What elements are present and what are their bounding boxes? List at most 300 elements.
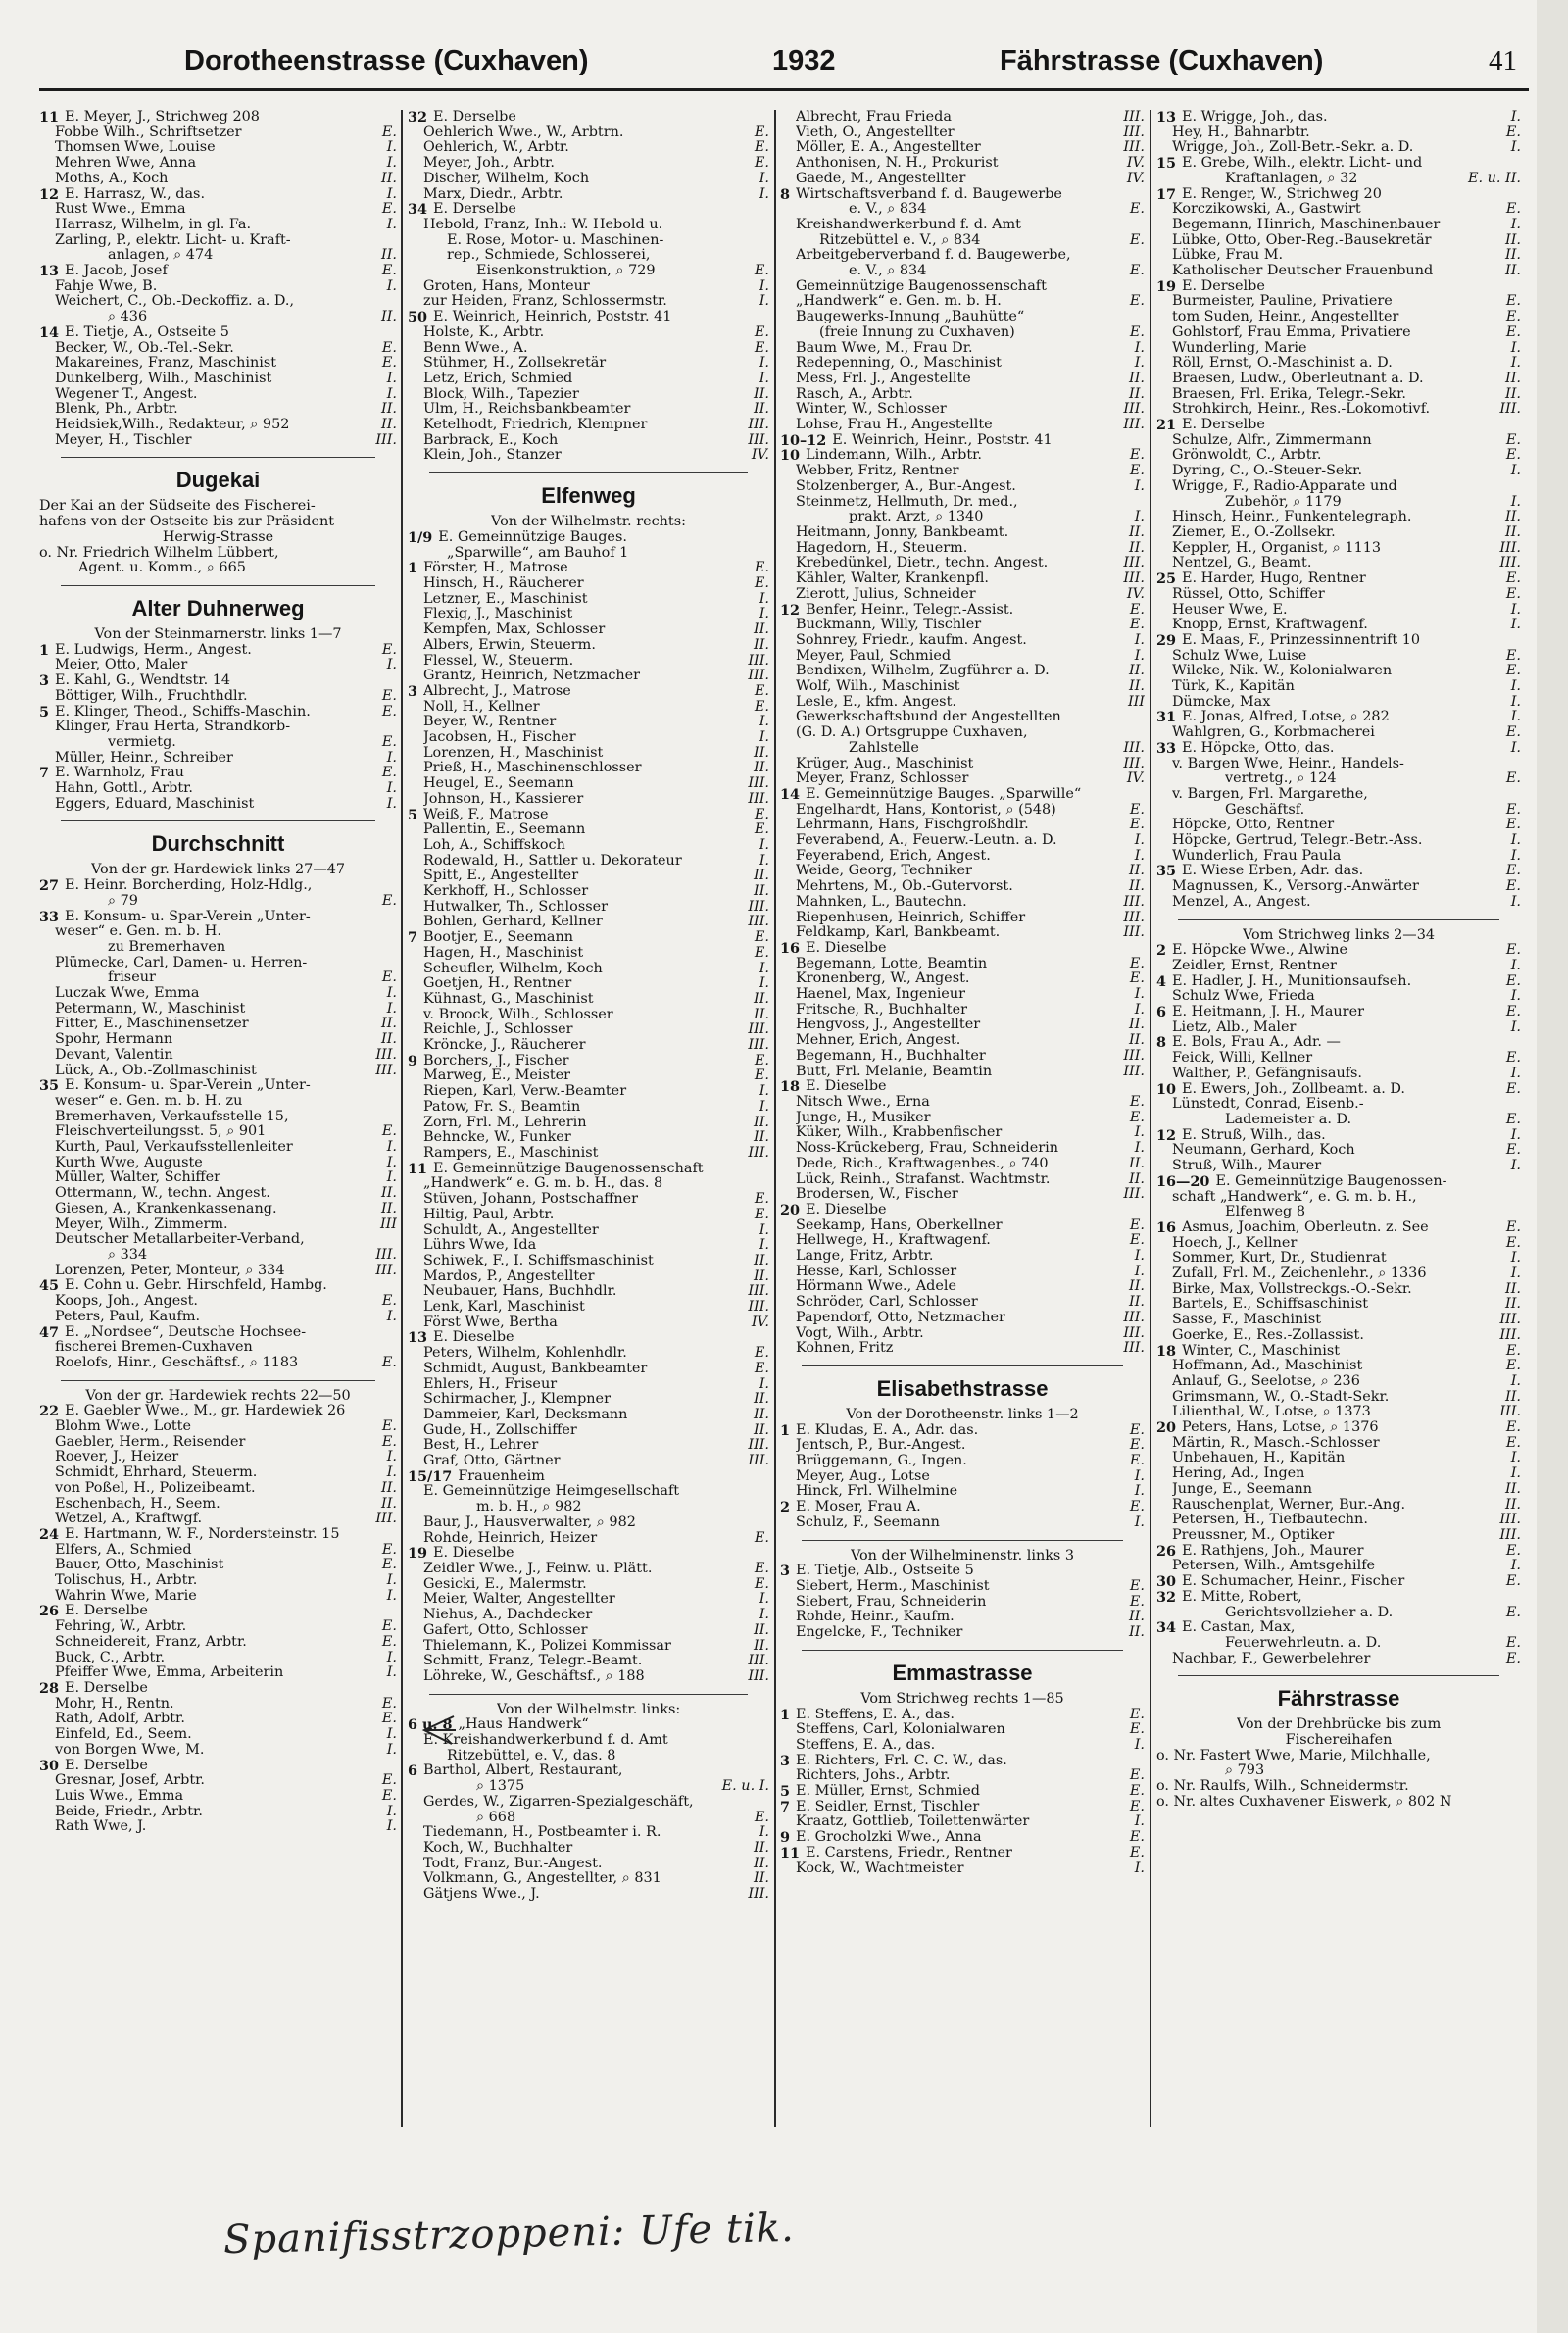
directory-entry: [408, 1346, 769, 1362]
directory-entry: [39, 187, 397, 203]
entry-text: Flexig, J., Maschinist: [423, 607, 573, 622]
floor-marker: II.: [381, 1016, 397, 1032]
house-number: 5: [39, 703, 50, 720]
floor-marker: E.: [754, 1067, 769, 1084]
entry-text: Türk, K., Kapitän: [1172, 679, 1295, 695]
directory-entry: [39, 1064, 397, 1079]
entry-text: Burmeister, Pauline, Privatiere: [1172, 294, 1393, 310]
entry-text: Gafert, Otto, Schlosser: [423, 1622, 588, 1638]
floor-marker: E.: [1505, 1573, 1521, 1590]
entry-text: E. Höpcke Wwe., Alwine: [1172, 943, 1348, 959]
entry-text: Höpcke, Gertrud, Telegr.-Betr.-Ass.: [1172, 833, 1423, 849]
entry-text: Von der Dorotheenstr. links 1—2: [846, 1407, 1079, 1422]
entry-text: Wolf, Wilh., Maschinist: [796, 679, 960, 695]
directory-entry: [39, 387, 397, 403]
directory-entry: [780, 771, 1145, 787]
entry-text: Müller, Walter, Schiffer: [55, 1170, 221, 1186]
entry-text: Block, Wilh., Tapezier: [423, 386, 579, 402]
floor-marker: E.: [1129, 1706, 1145, 1722]
directory-entry: [408, 156, 769, 172]
directory-entry: [408, 125, 769, 141]
directory-entry: [1156, 110, 1521, 125]
entry-text: Letzner, E., Maschinist: [423, 591, 588, 607]
floor-marker: E.: [1129, 1437, 1145, 1454]
floor-marker: III.: [748, 1653, 769, 1669]
directory-entry: [1156, 325, 1521, 341]
house-number: 33: [39, 908, 60, 925]
entry-text: E. Gemeinnützige Heimgesellschaft: [423, 1484, 680, 1500]
directory-entry: [39, 1819, 397, 1835]
directory-entry: [39, 172, 397, 187]
directory-entry: [780, 1018, 1145, 1033]
entry-text: Wegener T., Angest.: [55, 386, 198, 402]
floor-marker: I.: [386, 1464, 397, 1481]
directory-entry: [780, 571, 1145, 587]
floor-marker: E.: [1505, 447, 1521, 464]
directory-entry: [780, 1438, 1145, 1454]
directory-entry: [780, 1249, 1145, 1265]
entry-text: Schirmacher, J., Klempner: [423, 1392, 611, 1408]
directory-entry: [39, 294, 397, 310]
floor-marker: E.: [381, 1633, 397, 1650]
entry-text: Schmidt, Ehrhard, Steuerm.: [55, 1465, 258, 1481]
page-edge: [1537, 0, 1568, 2333]
entry-text: Meyer, Joh., Arbtr.: [423, 156, 555, 172]
entry-text: Fischereihafen: [1285, 1733, 1393, 1749]
floor-marker: E.: [754, 1191, 769, 1208]
floor-marker: I.: [1510, 1065, 1521, 1081]
floor-marker: II.: [381, 247, 397, 264]
entry-text: E. Konsum- u. Spar-Verein „Unter-: [65, 1078, 311, 1094]
entry-text: friseur: [108, 970, 156, 986]
directory-entry: [408, 1639, 769, 1655]
floor-marker: E.: [754, 682, 769, 699]
directory-entry: [780, 1065, 1145, 1080]
section-note: [39, 1389, 397, 1405]
floor-marker: III: [379, 1216, 397, 1232]
directory-entry: [39, 402, 397, 418]
floor-marker: E.: [1505, 878, 1521, 895]
floor-marker: E.: [381, 765, 397, 781]
section-note: [780, 1692, 1145, 1708]
house-number: 1: [39, 641, 50, 659]
floor-marker: E.: [1129, 1453, 1145, 1469]
directory-entry: [780, 1861, 1145, 1877]
directory-entry: [780, 172, 1145, 187]
header-right-street: Fährstrasse (Cuxhaven): [1000, 45, 1324, 76]
directory-entry: [780, 1095, 1145, 1111]
entry-text: Plümecke, Carl, Damen- u. Herren-: [55, 955, 308, 970]
floor-marker: E.: [1505, 1112, 1521, 1127]
entry-text: Hiltig, Paul, Arbtr.: [423, 1207, 555, 1222]
floor-marker: E.: [754, 1345, 769, 1362]
floor-marker: I.: [759, 1083, 769, 1100]
entry-text: Meyer, Wilh., Zimmerm.: [55, 1216, 228, 1232]
directory-entry: [1156, 1574, 1521, 1590]
entry-text: Rath, Adolf, Arbtr.: [55, 1712, 185, 1727]
directory-entry: [408, 1531, 769, 1547]
entry-text: Siebert, Herm., Maschinist: [796, 1578, 990, 1594]
floor-marker: III.: [1123, 1063, 1145, 1079]
entry-text: Lück, A., Ob.-Zollmaschinist: [55, 1063, 257, 1078]
entry-text: Lenk, Karl, Maschinist: [423, 1300, 585, 1315]
house-number: 20: [1156, 1419, 1177, 1437]
floor-marker: E.: [1129, 231, 1145, 248]
floor-marker: I.: [1134, 1860, 1145, 1876]
entry-text: „Handwerk“ e. Gen. m. b. H.: [796, 294, 1002, 310]
floor-marker: III.: [1499, 1404, 1521, 1420]
directory-entry: [780, 911, 1145, 926]
house-number: 32: [1156, 1588, 1177, 1606]
floor-marker: III.: [1499, 1512, 1521, 1528]
directory-entry: [780, 1125, 1145, 1141]
directory-entry: [780, 957, 1145, 972]
directory-entry: [408, 1623, 769, 1639]
entry-text: Riepenhusen, Heinrich, Schiffer: [796, 910, 1026, 925]
directory-entry: [780, 710, 1145, 725]
directory-entry: [780, 864, 1145, 879]
directory-entry: [1156, 571, 1521, 587]
entry-text: Neumann, Gerhard, Koch: [1172, 1143, 1355, 1159]
entry-text: Devant, Valentin: [55, 1047, 173, 1063]
entry-text: E. Derselbe: [1182, 278, 1265, 294]
floor-marker: I.: [386, 985, 397, 1002]
directory-entry: [1156, 1297, 1521, 1313]
entry-text: Zeidler Wwe., J., Feinw. u. Plätt.: [423, 1561, 653, 1576]
entry-text: E. Harrasz, W., das.: [65, 186, 206, 202]
directory-entry: [1156, 156, 1521, 172]
floor-marker: II.: [381, 1495, 397, 1512]
entry-text: Schulz Wwe, Frieda: [1172, 989, 1315, 1005]
entry-text: Wahlgren, G., Korbmacherei: [1172, 725, 1375, 741]
column-divider: [774, 110, 776, 2127]
entry-text: Steinmetz, Hellmuth, Dr. med.,: [796, 494, 1018, 510]
house-number: 10: [1156, 1080, 1177, 1098]
entry-text: Hagedorn, H., Steuerm.: [796, 540, 968, 556]
entry-text: Grimsmann, W., O.-Stadt-Sekr.: [1172, 1389, 1390, 1405]
directory-entry: [408, 546, 769, 562]
directory-entry: [1156, 1779, 1521, 1795]
floor-marker: E.: [381, 263, 397, 279]
floor-marker: E.: [381, 1618, 397, 1635]
directory-entry: [39, 1697, 397, 1713]
floor-marker: I.: [1134, 832, 1145, 849]
house-number: 7: [408, 929, 418, 947]
directory-entry: [780, 849, 1145, 865]
directory-entry: [780, 110, 1145, 125]
floor-marker: III.: [1123, 1047, 1145, 1064]
entry-text: Kröncke, J., Räucherer: [423, 1038, 586, 1054]
entry-text: Makareines, Franz, Maschinist: [55, 356, 277, 372]
directory-entry: [780, 1625, 1145, 1641]
entry-text: Hagen, H., Maschinist: [423, 945, 584, 961]
entry-text: Lange, Fritz, Arbtr.: [796, 1249, 934, 1265]
floor-marker: E.: [754, 1575, 769, 1592]
entry-text: E. Derselbe: [433, 202, 516, 218]
floor-marker: I.: [1510, 709, 1521, 725]
entry-text: Zubehör, ⌕ 1179: [1225, 494, 1342, 510]
directory-entry: [408, 1176, 769, 1192]
floor-marker: E.: [1129, 1721, 1145, 1738]
directory-entry: [39, 781, 397, 797]
floor-marker: I.: [386, 216, 397, 232]
floor-marker: III.: [1123, 1186, 1145, 1203]
directory-entry: [1156, 1128, 1521, 1144]
entry-text: Johnson, H., Kassierer: [423, 791, 584, 807]
entry-text: E. Konsum- u. Spar-Verein „Unter-: [65, 909, 311, 924]
section-divider: [429, 472, 748, 473]
handwritten-arrow-icon: [418, 1711, 458, 1750]
entry-text: E. Richters, Frl. C. C. W., das.: [796, 1753, 1007, 1768]
entry-text: tom Suden, Heinr., Angestellter: [1172, 310, 1399, 325]
entry-text: Herwig-Strasse: [162, 529, 274, 545]
floor-marker: I.: [1510, 1372, 1521, 1389]
floor-marker: I.: [1510, 957, 1521, 973]
floor-marker: III.: [1123, 924, 1145, 941]
entry-text: Beyer, W., Rentner: [423, 715, 557, 730]
directory-entry: [780, 1141, 1145, 1157]
house-number: 11: [408, 1160, 428, 1177]
floor-marker: III.: [748, 790, 769, 807]
floor-marker: E.: [1505, 1650, 1521, 1666]
directory-entry: [39, 279, 397, 295]
house-number: 3: [408, 682, 418, 700]
entry-text: Ehlers, H., Friseur: [423, 1376, 558, 1392]
entry-text: Winter, W., Schlosser: [796, 402, 947, 418]
entry-text: Küker, Wilh., Krabbenfischer: [796, 1125, 1003, 1141]
entry-text: Noss-Krückeberg, Frau, Schneiderin: [796, 1141, 1058, 1157]
column-divider: [1150, 110, 1152, 2127]
entry-text: Eisenkonstruktion, ⌕ 729: [476, 264, 656, 279]
house-number: 12: [780, 601, 801, 619]
section-divider: [802, 1365, 1123, 1366]
floor-marker: II.: [1505, 231, 1521, 248]
entry-text: E. Meyer, J., Strichweg 208: [65, 110, 260, 124]
entry-text: Haenel, Max, Ingenieur: [796, 987, 965, 1003]
directory-entry: [408, 140, 769, 156]
directory-entry: [1156, 372, 1521, 387]
entry-text: e. V., ⌕ 834: [849, 202, 927, 218]
entry-text: Begemann, H., Buchhalter: [796, 1048, 986, 1064]
directory-entry: [408, 730, 769, 746]
entry-text: E. Derselbe: [65, 1680, 148, 1696]
directory-entry: [1156, 1451, 1521, 1466]
entry-text: vermietg.: [108, 734, 176, 750]
entry-text: Marx, Diedr., Arbtr.: [423, 186, 564, 202]
entry-text: Bendixen, Wilhelm, Zugführer a. D.: [796, 664, 1050, 679]
floor-marker: E.: [754, 1529, 769, 1546]
floor-marker: III.: [748, 775, 769, 792]
floor-marker: III.: [1123, 739, 1145, 756]
floor-marker: II.: [754, 1114, 769, 1130]
entry-text: (freie Innung zu Cuxhaven): [819, 324, 1015, 340]
entry-text: Dunkelberg, Wilh., Maschinist: [55, 371, 272, 386]
directory-entry: [780, 1610, 1145, 1625]
floor-marker: E.: [381, 1293, 397, 1310]
directory-entry: [780, 1484, 1145, 1500]
floor-marker: I.: [1510, 847, 1521, 864]
directory-entry: [780, 541, 1145, 557]
entry-text: Dümcke, Max: [1172, 694, 1271, 710]
directory-entry: [408, 1362, 769, 1377]
directory-entry: [408, 1733, 769, 1749]
floor-marker: I.: [386, 155, 397, 172]
floor-marker: I.: [386, 1803, 397, 1819]
entry-text: Kraatz, Gottlieb, Toilettenwärter: [796, 1814, 1030, 1830]
entry-text: Loh, A., Schiffskoch: [423, 837, 565, 853]
directory-entry: [780, 833, 1145, 849]
floor-marker: I.: [1510, 832, 1521, 849]
entry-text: Seekamp, Hans, Oberkellner: [796, 1217, 1003, 1233]
floor-marker: E.: [1505, 201, 1521, 218]
floor-marker: II.: [1505, 247, 1521, 264]
floor-marker: E.: [1129, 463, 1145, 479]
directory-entry: [408, 1238, 769, 1254]
floor-marker: III.: [748, 1886, 769, 1903]
directory-entry: [408, 1423, 769, 1439]
entry-text: E. Bols, Frau A., Adr. —: [1172, 1035, 1341, 1051]
entry-text: Deutscher Metallarbeiter-Verband,: [55, 1232, 305, 1248]
entry-text: Lübke, Frau M.: [1172, 248, 1284, 264]
floor-marker: E.: [1129, 1767, 1145, 1784]
entry-text: schaft „Handwerk“, e. G. m. b. H.,: [1172, 1189, 1417, 1205]
entry-text: Mahnken, L., Bautechn.: [796, 894, 967, 910]
floor-marker: E.: [1505, 124, 1521, 140]
directory-entry: [780, 525, 1145, 541]
floor-marker: II.: [1505, 1480, 1521, 1497]
entry-text: E. Derselbe: [65, 1758, 148, 1773]
entry-text: Hengvoss, J., Angestellter: [796, 1018, 981, 1033]
floor-marker: E.: [754, 1809, 769, 1825]
house-number: 25: [1156, 571, 1177, 588]
floor-marker: I.: [1510, 355, 1521, 372]
directory-entry: [408, 1038, 769, 1054]
house-number: 29: [1156, 631, 1177, 649]
entry-text: Scheufler, Wilhelm, Koch: [423, 961, 603, 976]
directory-entry: [39, 705, 397, 720]
floor-marker: I.: [1510, 1018, 1521, 1035]
floor-marker: E.: [1129, 1577, 1145, 1594]
directory-entry: [1156, 895, 1521, 911]
floor-marker: III.: [1123, 1309, 1145, 1325]
entry-text: Först Wwe, Bertha: [423, 1315, 558, 1330]
floor-marker: I.: [1510, 110, 1521, 124]
entry-text: Bootjer, E., Seemann: [423, 930, 574, 946]
floor-marker: I.: [1134, 647, 1145, 664]
entry-text: Discher, Wilhelm, Koch: [423, 171, 590, 186]
directory-entry: [39, 1310, 397, 1325]
floor-marker: III.: [375, 1046, 397, 1063]
directory-entry: [39, 720, 397, 735]
entry-text: Hoech, J., Kellner: [1172, 1235, 1298, 1251]
entry-text: Gesicki, E., Malermstr.: [423, 1576, 587, 1592]
entry-text: Engelhardt, Hans, Kontorist, ⌕ (548): [796, 802, 1056, 818]
entry-text: E. Renger, W., Strichweg 20: [1182, 186, 1382, 202]
floor-marker: E.: [1505, 293, 1521, 310]
entry-text: Lünstedt, Conrad, Eisenb.-: [1172, 1097, 1364, 1113]
entry-text: Gresnar, Josef, Arbtr.: [55, 1773, 206, 1789]
floor-marker: E. u. II.: [1467, 170, 1521, 186]
entry-text: Redepenning, O., Maschinist: [796, 356, 1002, 372]
directory-entry: [1156, 1251, 1521, 1266]
entry-text: Kronenberg, W., Angest.: [796, 971, 970, 987]
header-year: 1932: [772, 45, 836, 76]
entry-text: E. Hadler, J. H., Munitionsaufseh.: [1172, 973, 1412, 989]
house-number: 6 u. 8: [408, 1716, 453, 1734]
floor-marker: I.: [1134, 1263, 1145, 1279]
floor-marker: III.: [748, 668, 769, 684]
floor-marker: E.: [1505, 942, 1521, 959]
directory-entry: [780, 556, 1145, 571]
entry-text: Rodewald, H., Sattler u. Dekorateur: [423, 853, 682, 869]
entry-text: v. Bargen Wwe, Heinr., Handels-: [1172, 756, 1404, 771]
directory-entry: [1156, 864, 1521, 879]
floor-marker: I.: [1510, 617, 1521, 633]
floor-marker: I.: [759, 590, 769, 607]
column-3: [780, 110, 1145, 2139]
directory-entry: [1156, 943, 1521, 959]
entry-text: E. Ewers, Joh., Zollbeamt. a. D.: [1182, 1081, 1405, 1097]
entry-text: E. Tietje, A., Ostseite 5: [65, 324, 229, 340]
house-number: 5: [780, 1783, 791, 1801]
directory-entry: [39, 797, 397, 813]
floor-marker: I.: [1134, 1483, 1145, 1500]
directory-entry: [780, 1754, 1145, 1769]
floor-marker: E.: [1505, 1604, 1521, 1620]
directory-entry: [780, 1423, 1145, 1439]
entry-text: Bremerhaven, Verkaufsstelle 15,: [55, 1109, 289, 1124]
entry-text: E. Warnholz, Frau: [55, 766, 184, 781]
floor-marker: I.: [759, 729, 769, 746]
entry-text: Junge, H., Musiker: [796, 1110, 931, 1125]
section-divider: [61, 820, 375, 821]
entry-text: E. Seidler, Ernst, Tischler: [796, 1799, 980, 1814]
entry-text: Schulz Wwe, Luise: [1172, 648, 1307, 664]
house-number: 11: [39, 110, 60, 125]
entry-text: Ziemer, E., O.-Zollsekr.: [1172, 524, 1336, 540]
directory-entry: [408, 622, 769, 638]
directory-entry: [408, 838, 769, 854]
directory-entry: [1156, 1390, 1521, 1406]
entry-text: Braesen, Frl. Erika, Telegr.-Sekr.: [1172, 386, 1406, 402]
entry-text: Buck, C., Arbtr.: [55, 1650, 166, 1665]
directory-entry: [408, 1100, 769, 1116]
house-number: 8: [1156, 1034, 1167, 1052]
directory-entry: [408, 654, 769, 670]
entry-text: Sasse, F., Maschinist: [1172, 1313, 1322, 1328]
entry-text: Grönwoldt, C., Arbtr.: [1172, 448, 1322, 464]
directory-entry: [408, 1515, 769, 1531]
entry-text: E. Weinrich, Heinr., Poststr. 41: [832, 432, 1053, 448]
entry-text: Zahlstelle: [849, 740, 919, 756]
floor-marker: II.: [754, 1267, 769, 1284]
entry-text: ⌕ 668: [476, 1810, 516, 1825]
floor-marker: I.: [386, 780, 397, 797]
directory-entry: [780, 1233, 1145, 1249]
entry-text: ⌕ 436: [108, 310, 148, 325]
floor-marker: II.: [754, 1839, 769, 1856]
entry-text: Von der Steinmarnerstr. links 1—7: [94, 626, 342, 642]
entry-text: Steffens, Carl, Kolonialwaren: [796, 1722, 1005, 1738]
floor-marker: I.: [1134, 339, 1145, 356]
directory-entry: [1156, 741, 1521, 757]
directory-entry: [1156, 202, 1521, 218]
directory-entry: [1156, 1205, 1521, 1220]
entry-text: Ottermann, W., techn. Angest.: [55, 1186, 270, 1202]
directory-entry: [780, 757, 1145, 772]
entry-text: „Sparwille“, am Bauhof 1: [447, 545, 629, 561]
floor-marker: E.: [1505, 1542, 1521, 1559]
